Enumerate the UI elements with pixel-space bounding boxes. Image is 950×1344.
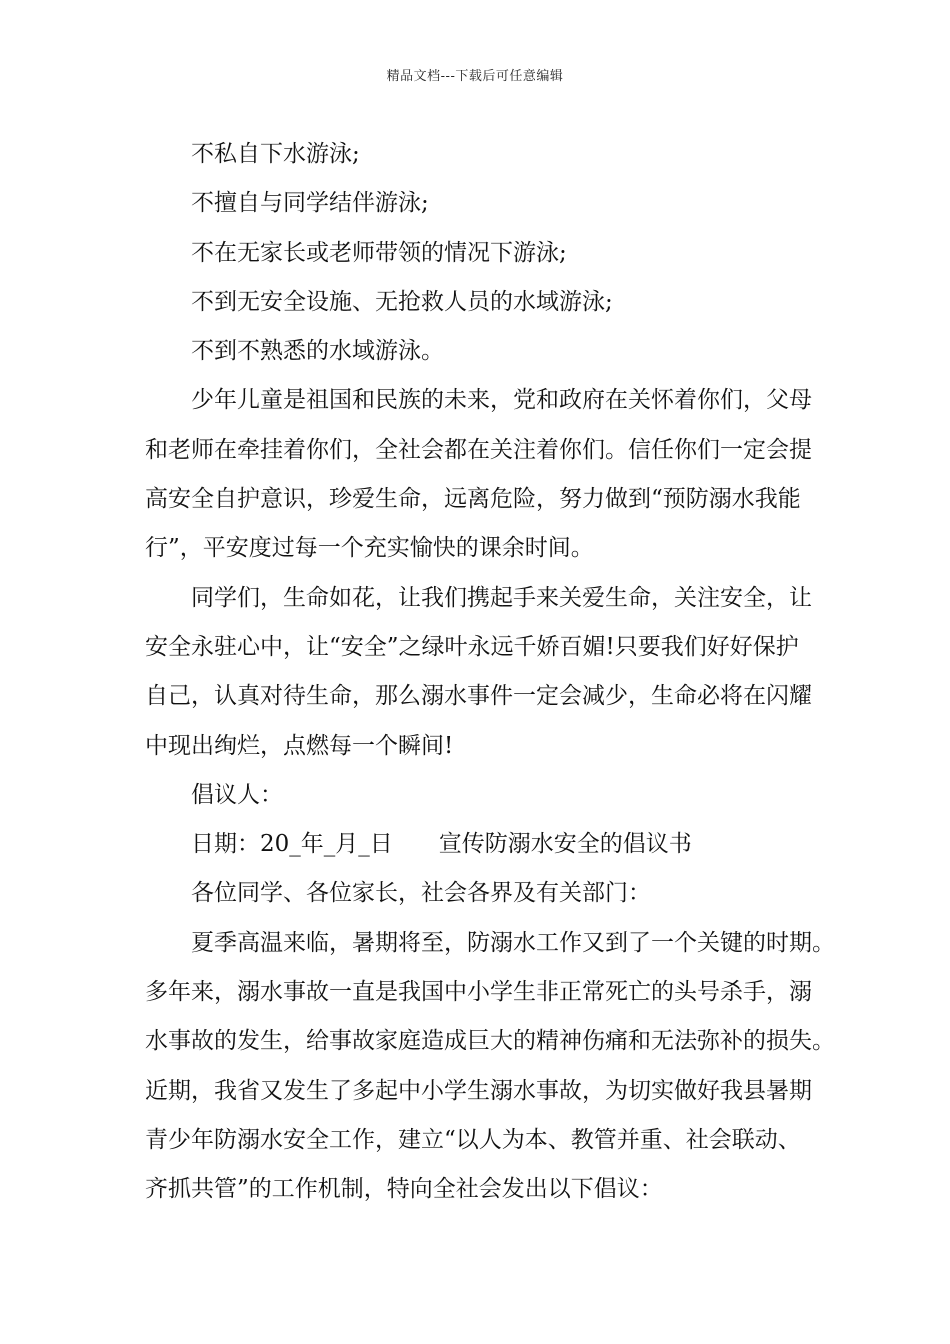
paragraph-line: 同学们，生命如花，让我们携起手来关爱生命，关注安全，让 — [191, 584, 812, 611]
paragraph-line: 不私自下水游泳; — [191, 141, 360, 167]
paragraph-line: 安全永驻心中，让“安全”之绿叶永远千娇百媚!只要我们好好保护 — [145, 633, 799, 660]
paragraph-line: 不擅自与同学结伴游泳; — [191, 190, 429, 217]
paragraph-line: 不到不熟悉的水域游泳。 — [191, 338, 444, 365]
date-title-line — [145, 820, 825, 869]
document-title: 宣传防溺水安全的倡议书 — [438, 831, 692, 858]
date-text: 日期：20_年_月_日 — [191, 831, 393, 858]
paragraph-line: 行”，平安度过每一个充实愉快的课余时间。 — [145, 535, 594, 562]
salutation-line: 各位同学、各位家长，社会各界及有关部门： — [191, 880, 651, 907]
document-body — [145, 130, 835, 1215]
paragraph-line: 水事故的发生，给事故家庭造成巨大的精神伤痛和无法弥补的损失。 — [145, 1028, 835, 1055]
paragraph-line: 青少年防溺水安全工作，建立“以人为本、教管并重、社会联动、 — [145, 1126, 801, 1153]
paragraph-line: 少年儿童是祖国和民族的未来，党和政府在关怀着你们，父母 — [191, 387, 812, 414]
paragraph-line: 齐抓共管”的工作机制，特向全社会发出以下倡议： — [145, 1176, 663, 1203]
paragraph-line: 高安全自护意识，珍爱生命，远离危险，努力做到“预防溺水我能 — [145, 486, 801, 513]
paragraph-line: 夏季高温来临，暑期将至，防溺水工作又到了一个关键的时期。 — [191, 929, 835, 956]
paragraph-line: 和老师在牵挂着你们，全社会都在关注着你们。信任你们一定会提 — [145, 436, 812, 463]
paragraph-line: 中现出绚烂，点燃每一个瞬间! — [145, 732, 454, 759]
paragraph-line: 近期，我省又发生了多起中小学生溺水事故，为切实做好我县暑期 — [145, 1077, 812, 1104]
page-header: 精品文档---下载后可任意编辑 — [386, 69, 564, 84]
paragraph-line: 不到无安全设施、无抢救人员的水域游泳; — [191, 288, 613, 315]
paragraph-line: 自己，认真对待生命，那么溺水事件一定会减少，生命必将在闪耀 — [145, 683, 812, 710]
paragraph-line: 不在无家长或老师带领的情况下游泳; — [191, 239, 567, 266]
initiator-line: 倡议人： — [191, 781, 283, 808]
paragraph-line: 多年来，溺水事故一直是我国中小学生非正常死亡的头号杀手，溺 — [145, 979, 812, 1006]
